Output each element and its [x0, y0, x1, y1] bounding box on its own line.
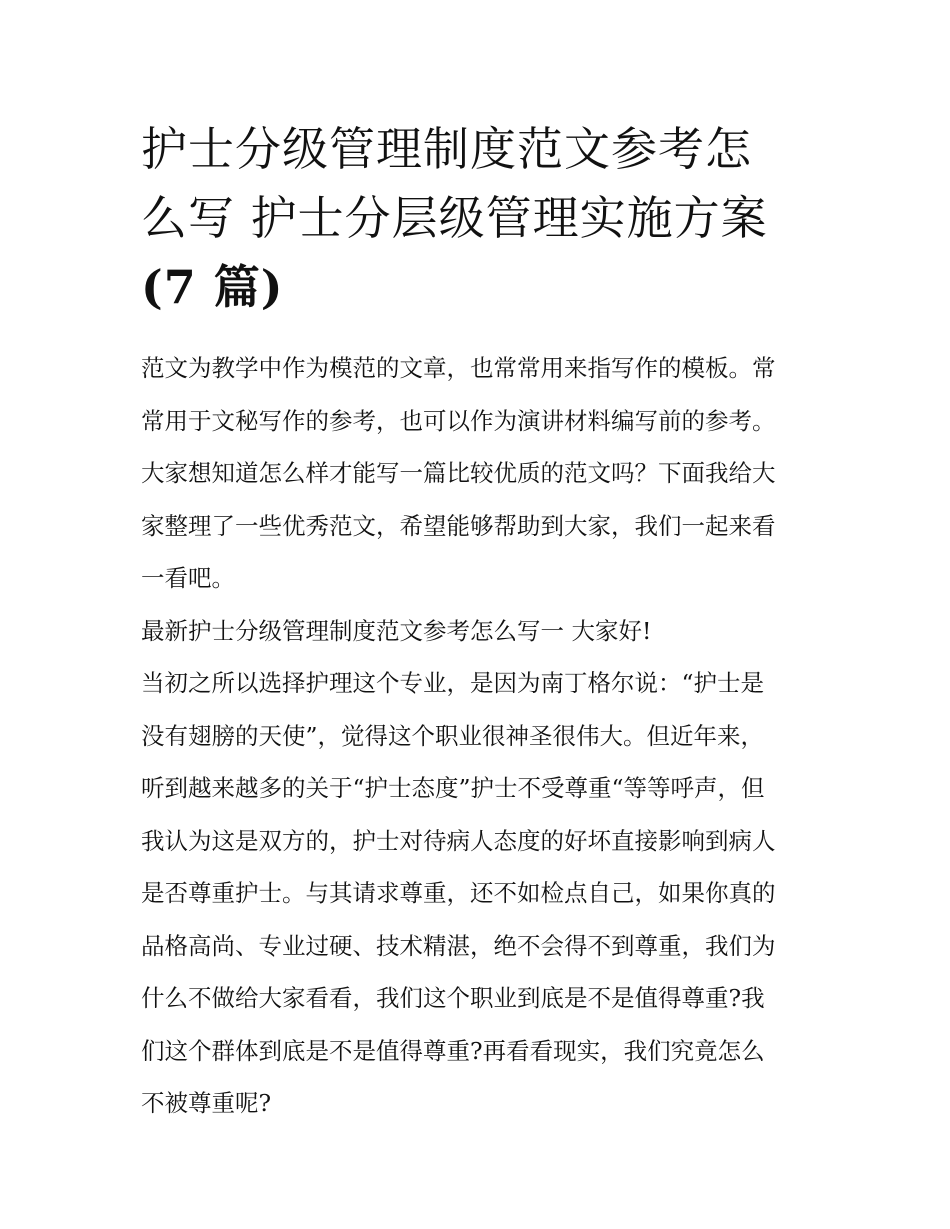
text-line: 什么不做给大家看看，我们这个职业到底是不是值得尊重?我	[141, 984, 765, 1012]
text-line: 范文为教学中作为模范的文章，也常常用来指写作的模板。常	[141, 354, 776, 382]
document-content	[141, 115, 816, 1130]
title-line: 护士分级管理制度范文参考怎	[141, 122, 752, 176]
section-heading-paragraph	[141, 605, 816, 658]
text-line: 常用于文秘写作的参考，也可以作为演讲材料编写前的参考。	[141, 406, 776, 435]
text-line: 家整理了一些优秀范文，希望能够帮助到大家，我们一起来看	[141, 511, 776, 540]
text-line: 听到越来越多的关于“护士态度”护士不受尊重“等等呼声，但	[141, 774, 765, 802]
text-line: 我认为这是双方的，护士对待病人态度的好坏直接影响到病人	[141, 826, 776, 855]
text-line: 当初之所以选择护理这个专业，是因为南丁格尔说：“护士是	[141, 669, 765, 697]
document-body	[141, 342, 816, 1130]
text-line: 没有翅膀的天使”，觉得这个职业很神圣很伟大。但近年来，	[141, 721, 765, 750]
text-line: 品格高尚、专业过硬、技术精湛，绝不会得不到尊重，我们为	[141, 931, 776, 960]
body-paragraph	[141, 657, 816, 1130]
text-line: 最新护士分级管理制度范文参考怎么写一 大家好!	[141, 616, 652, 645]
intro-paragraph	[141, 342, 816, 605]
text-line: 是否尊重护士。与其请求尊重，还不如检点自己，如果你真的	[141, 879, 776, 907]
document-title	[141, 115, 816, 322]
text-line: 不被尊重呢?	[141, 1089, 272, 1117]
title-line: (7 篇)	[141, 260, 284, 314]
text-line: 大家想知道怎么样才能写一篇比较优质的范文吗？下面我给大	[141, 459, 776, 487]
text-line: 们这个群体到底是不是值得尊重?再看看现实，我们究竟怎么	[141, 1036, 765, 1065]
text-line: 一看吧。	[141, 564, 235, 592]
title-line: 么写 护士分层级管理实施方案	[141, 191, 768, 245]
